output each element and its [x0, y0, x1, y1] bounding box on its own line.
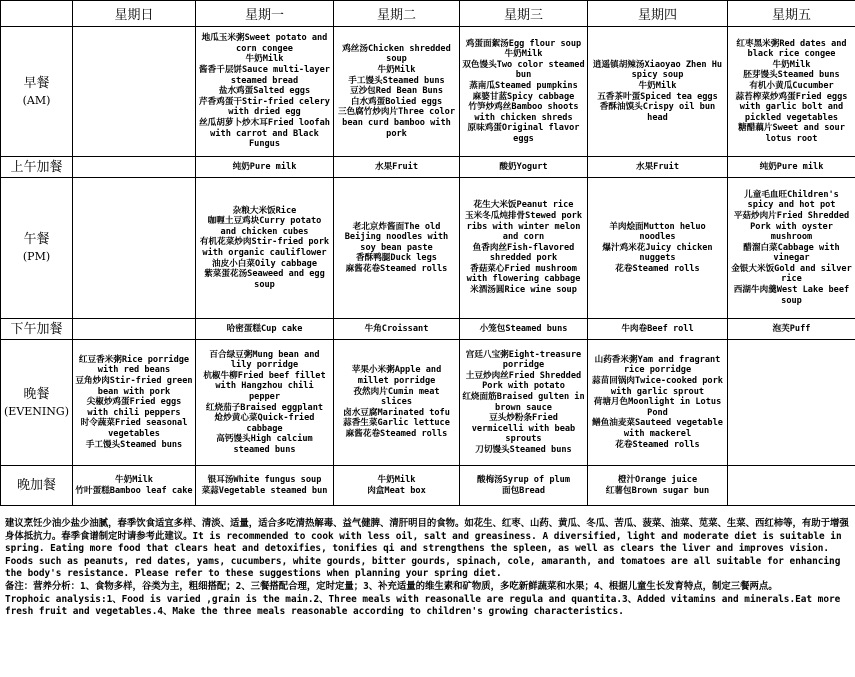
meal-label-zh: 晚加餐 — [16, 478, 56, 493]
menu-item: 百合绿豆粥Mung bean and lily porridge — [209, 349, 320, 371]
menu-item: 有机小黄瓜Cucumber — [749, 80, 834, 91]
menu-cell — [334, 178, 460, 319]
meal-label-zh: 上午加餐 — [10, 159, 63, 175]
menu-cell — [460, 27, 588, 157]
trophoic-analysis-note: Trophoic analysis:1、Food is varied ,grain is the main.2、Three meals with reasonalle are regula and quantita.3、Added vitamins and minerals.Eat more fresh fruit and vegetables.4、Make the three meals reasonable according to children's growing characteristics. — [5, 593, 841, 618]
menu-item: 银耳汤White fungus soup — [207, 474, 322, 485]
menu-item: 麻婆甘蓝Spicy cabbage — [472, 91, 575, 102]
menu-cell — [728, 27, 855, 157]
menu-item: 竹叶蛋糕Bamboo leaf cake — [75, 485, 193, 496]
menu-cell — [334, 340, 460, 466]
meal-label-en: (AM) — [22, 93, 51, 107]
menu-cell — [73, 157, 196, 178]
menu-cell — [460, 157, 588, 178]
menu-cell — [728, 466, 855, 506]
menu-cell — [334, 27, 460, 157]
menu-item: 老北京炸酱面The old Beijing noodles with soy bean paste — [344, 221, 449, 253]
menu-item: 手工馒头Steamed buns — [85, 439, 183, 450]
menu-cell — [196, 319, 334, 340]
menu-item: 平菇炒肉片Fried Shredded Pork with oyster mushroom — [733, 210, 850, 243]
menu-item: 红枣黑米粥Red dates and black rice congee — [736, 38, 847, 60]
menu-item: 红豆香米粥Rice porridge with red beans — [78, 354, 190, 376]
menu-item: 花卷Steamed rolls — [615, 439, 700, 450]
meal-row-dinner — [1, 340, 855, 466]
menu-item: 纯奶Pure milk — [759, 161, 824, 172]
menu-item: 蒸南瓜Steamed pumpkins — [469, 80, 578, 91]
menu-cell — [460, 466, 588, 506]
menu-item: 红薯包Brown sugar bun — [605, 485, 710, 496]
menu-item: 豆头炒粉条Fried vermicelli with beab sprouts — [471, 413, 576, 445]
menu-item: 牛奶Milk — [115, 474, 153, 485]
menu-item: 油皮小白菜Oily cabbage — [211, 258, 318, 269]
menu-item: 鳝鱼油麦菜Sauteed vegetable with mackerel — [592, 418, 723, 439]
menu-item: 有机花菜炒肉Stir-fried pork with organic cauliflower — [199, 237, 330, 258]
menu-item: 肉盒Meat box — [367, 485, 426, 496]
menu-item: 花卷Steamed rolls — [615, 263, 700, 274]
menu-item: 炝炒黄心菜Quick-fried cabbage — [214, 413, 315, 434]
day-header-row — [1, 1, 855, 27]
menu-item: 三色腐竹炒肉片Three color bean curd bamboo with pork — [337, 107, 456, 139]
menu-cell — [460, 340, 588, 466]
menu-item: 杭椒牛柳Fried beef fillet with Hangzhou chili pepper — [203, 370, 326, 402]
menu-item: 橙汁Orange juice — [617, 474, 698, 485]
meal-label-en: (PM) — [22, 250, 51, 263]
menu-cell — [728, 340, 855, 466]
menu-item: 醋溜白菜Cabbage with vinegar — [743, 242, 840, 264]
menu-item: 牛奶Milk — [772, 59, 811, 70]
menu-item: 蒜苔榨菜炒鸡蛋Fried eggs with garlic bolt and pickled vegetables — [735, 91, 848, 123]
menu-cell — [73, 319, 196, 340]
menu-item: 卤水豆腐Marinated tofu — [343, 407, 450, 418]
menu-item: 高钙馒头High calcium steamed buns — [216, 434, 313, 455]
menu-item: 面包Bread — [501, 485, 546, 496]
menu-cell — [196, 27, 334, 157]
meal-label-zh: 早餐 — [23, 75, 50, 91]
day-header: 星期五 — [728, 1, 855, 27]
menu-item: 鸡蛋面絮汤Egg flour soup — [465, 38, 582, 49]
meal-row-breakfast — [1, 27, 855, 157]
menu-item: 红烧面筋Braised gulten in brown sauce — [462, 391, 585, 413]
menu-item: 糖醋藕片Sweet and sour lotus root — [738, 123, 845, 144]
menu-item: 紫菜蛋花汤Seaweed and egg soup — [204, 269, 325, 290]
meal-label — [1, 27, 73, 157]
menu-item: 牛肉卷Beef roll — [621, 323, 694, 334]
menu-item: 地瓜玉米粥Sweet potato and corn congee — [201, 33, 328, 54]
menu-item: 玉米冬瓜炖排骨Stewed pork ribs with winter melon and corn — [464, 210, 583, 243]
menu-item: 酸梅汤Syrup of plum — [476, 474, 571, 485]
menu-cell — [588, 466, 728, 506]
menu-item: 五香茶叶蛋Spiced tea eggs — [597, 91, 718, 102]
meal-label-zh: 午餐 — [23, 232, 50, 247]
meal-label — [1, 340, 73, 466]
menu-item: 香酥鸭腿Duck legs — [356, 253, 437, 264]
menu-item: 盐水鸡蛋Salted eggs — [218, 86, 311, 97]
meal-row-evening-snack — [1, 466, 855, 506]
menu-item: 孜然肉片Cumin meat slices — [353, 386, 440, 408]
day-header: 星期四 — [588, 1, 728, 27]
menu-body — [1, 27, 855, 506]
menu-item: 蒜苗回锅肉Twice-cooked pork with garlic sprout — [592, 376, 723, 397]
menu-item: 双色馒头Two color steamed bun — [462, 59, 585, 81]
menu-item: 水果Fruit — [635, 161, 680, 172]
menu-item: 西湖牛肉羹West Lake beef soup — [733, 285, 850, 306]
menu-item: 手工馒头Steamed buns — [348, 75, 445, 86]
menu-item: 白水鸡蛋Bolied eggs — [350, 96, 443, 107]
menu-cell — [196, 178, 334, 319]
menu-cell — [196, 157, 334, 178]
menu-item: 牛奶Milk — [377, 65, 416, 76]
menu-item: 泡芙Puff — [772, 323, 811, 334]
menu-item: 香菇菜心Fried mushroom with flowering cabbage — [466, 263, 581, 285]
menu-item: 芹香鸡蛋干Stir-fried celery with dried egg — [199, 96, 330, 118]
menu-cell — [588, 157, 728, 178]
menu-cell — [460, 319, 588, 340]
menu-item: 咖喱土豆鸡块Curry potato and chicken cubes — [207, 216, 322, 237]
meal-label-en: (EVENING) — [4, 404, 69, 418]
meal-label-zh: 下午加餐 — [10, 321, 63, 337]
menu-item: 花生大米饭Peanut rice — [473, 200, 574, 211]
menu-item: 麻酱花卷Steamed rolls — [345, 263, 448, 274]
menu-item: 牛角Croissant — [364, 323, 429, 334]
menu-item: 鸡丝汤Chicken shredded soup — [342, 43, 451, 65]
meal-label-zh: 晚餐 — [23, 386, 50, 402]
menu-item: 纯奶Pure milk — [232, 161, 297, 172]
meal-row-lunch — [1, 178, 855, 319]
menu-cell — [588, 340, 728, 466]
menu-item: 酸奶Yogurt — [499, 161, 548, 172]
menu-item: 豆角炒肉Stir-fried green bean with pork — [75, 376, 193, 397]
menu-cell — [196, 466, 334, 506]
menu-item: 羊肉烩面Mutton heluo noodles — [609, 221, 706, 243]
menu-item: 米酒汤圆Rice wine soup — [470, 285, 577, 296]
menu-item: 刀切馒头Steamed buns — [475, 444, 572, 455]
menu-cell — [73, 178, 196, 319]
menu-item: 胚芽馒头Steamed buns — [743, 70, 840, 81]
menu-item: 爆汁鸡米花Juicy chicken nuggets — [602, 242, 713, 264]
menu-item: 金银大米饭Gold and silver rice — [731, 263, 852, 285]
menu-item: 豆沙包Red Bean Buns — [349, 86, 444, 97]
menu-item: 牛奶Milk — [638, 80, 677, 91]
menu-cell — [73, 466, 196, 506]
menu-cell — [334, 466, 460, 506]
menu-item: 小笼包Steamed buns — [479, 323, 568, 334]
menu-item: 牛奶Milk — [377, 474, 416, 485]
day-header: 星期二 — [334, 1, 460, 27]
menu-cell — [460, 178, 588, 319]
menu-cell — [588, 319, 728, 340]
menu-item: 香酥油馍头Crispy oil bun head — [599, 102, 716, 123]
nutrition-remark-note: 备注：营养分析：1、食物多样，谷类为主，粗细搭配；2、三餐搭配合理，定时定量；3、补充适量的维生素和矿物质，多吃新鲜蔬菜和水果；4、根据儿童生长发育特点，制定三餐两点。 — [5, 580, 778, 592]
menu-item: 水果Fruit — [374, 161, 419, 172]
menu-item: 鱼香肉丝Fish-flavored shredded pork — [472, 242, 575, 264]
menu-item: 竹笋炒鸡丝Bamboo shoots with chicken shreds — [468, 102, 579, 123]
menu-item: 杂粮大米饭Rice — [232, 205, 297, 216]
menu-item: 菜蒜Vegetable steamed bun — [201, 485, 328, 496]
meal-label — [1, 178, 73, 319]
meal-row-afternoon-snack — [1, 319, 855, 340]
menu-cell — [728, 157, 855, 178]
menu-cell — [334, 157, 460, 178]
menu-item: 哈密蛋糕Cup cake — [226, 323, 303, 334]
cooking-advice-note: 建议烹饪少油少盐少油腻，春季饮食适宜多样、清淡、适量，适合多吃清热解毒、益气健脾、清肝明目的食物。如花生、红枣、山药、黄瓜、冬瓜、苦瓜、菠菜、油菜、苋菜、生菜、西红柿等，有助于增强身体抵抗力。春季食谱制定时请参考此建议。It is recommended to cook with less oil, salt and greasiness. A diversified, light and moderate diet is suitable in spring. Eating more food that clears heat and detoxifies, tonifies qi and strengthens the spleen, as well as clears the liver and improves vision. Foods such as peanuts, red dates, yams, cucumbers, white gourds, bitter gourds, spinach, cole, amaranth, and tomatoes are all suitable for enhancing the body's resistance. Please refer to these suggestions when planning your spring diet. — [5, 518, 849, 580]
notes-section — [5, 518, 851, 619]
corner-cell — [1, 1, 73, 27]
menu-cell — [728, 178, 855, 319]
menu-item: 土豆炒肉丝Fried Shredded Pork with potato — [465, 370, 582, 392]
menu-item: 时令蔬菜Fried seasonal vegetables — [80, 418, 188, 439]
menu-item: 苹果小米粥Apple and millet porridge — [351, 365, 442, 387]
menu-cell — [334, 319, 460, 340]
meal-label — [1, 466, 73, 506]
menu-cell — [73, 340, 196, 466]
menu-item: 牛奶Milk — [245, 54, 284, 65]
day-header: 星期日 — [73, 1, 196, 27]
menu-cell — [728, 319, 855, 340]
menu-item: 麻酱花卷Steamed rolls — [345, 428, 448, 439]
menu-item: 山药香米粥Yam and fragrant rice porridge — [594, 354, 721, 376]
menu-cell — [588, 178, 728, 319]
menu-item: 逍遥镇胡辣汤Xiaoyao Zhen Hu spicy soup — [592, 59, 723, 81]
meal-label — [1, 157, 73, 178]
menu-item: 红烧茄子Braised eggplant — [205, 402, 324, 413]
menu-cell — [196, 340, 334, 466]
menu-item: 蒜香生菜Garlic lettuce — [343, 418, 450, 429]
menu-item: 原味鸡蛋Original flavor eggs — [467, 123, 580, 144]
menu-item: 酱香千层饼Sauce multi-layer steamed bread — [199, 65, 330, 86]
day-header: 星期三 — [460, 1, 588, 27]
meal-label — [1, 319, 73, 340]
menu-item: 丝瓜胡萝卜炒木耳Fried loofah with carrot and Black Fungus — [199, 117, 330, 150]
menu-cell — [73, 27, 196, 157]
menu-item: 尖椒炒鸡蛋Fried eggs with chili peppers — [86, 397, 182, 418]
menu-item: 荷塘月色Moonlight in Lotus Pond — [593, 397, 722, 418]
menu-item: 宫廷八宝粥Eight-treasure porridge — [465, 349, 582, 371]
menu-item: 牛奶Milk — [504, 49, 543, 60]
menu-item: 儿童毛血旺Children's spicy and hot pot — [744, 189, 839, 211]
day-header: 星期一 — [196, 1, 334, 27]
meal-row-morning-snack — [1, 157, 855, 178]
menu-cell — [588, 27, 728, 157]
